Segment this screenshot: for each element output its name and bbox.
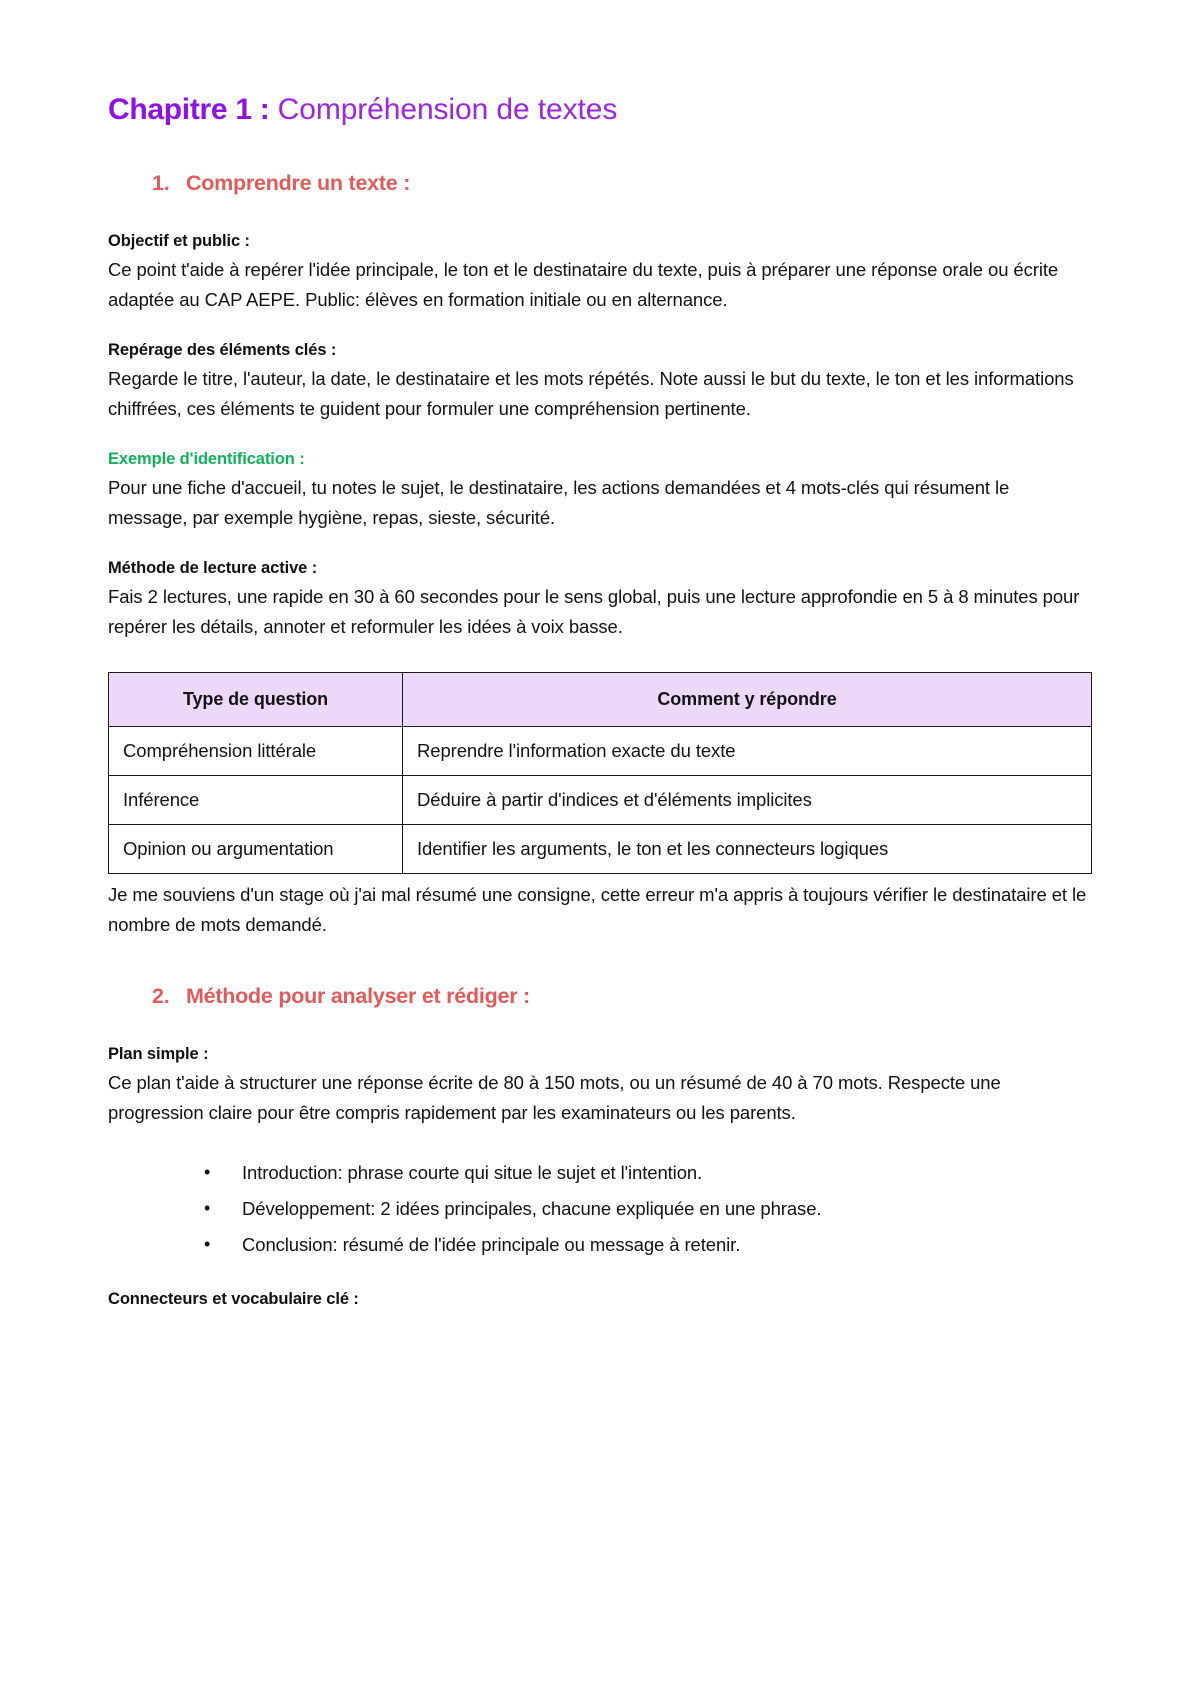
section-spacer [108,940,1092,984]
list-item-label: Conclusion: résumé de l'idée principale ou message à retenir. [242,1233,741,1255]
chapter-title-prefix: Chapitre 1 : [108,93,270,126]
plan-bullet-list [108,1158,1092,1260]
block-title: Objectif et public : [108,232,250,251]
table-row [109,776,1092,825]
table-cell: Reprendre l'information exacte du texte [403,727,1092,776]
block-body: Ce point t'aide à repérer l'idée principale, le ton et le destinataire du texte, puis à préparer une réponse orale ou écrite adaptée au CAP AEPE. Public: élèves en formation initiale ou en alternance. [108,259,1059,311]
block-objectif-et-public [108,232,1092,315]
block-methode-lecture-active [108,559,1092,642]
block-body: Regarde le titre, l'auteur, la date, le destinataire et les mots répétés. Note aussi le but du texte, le ton et les informations chiffrées, ces éléments te guident pour formuler une compréhension pertinente. [108,368,1074,420]
section-heading-1 [152,171,1092,196]
block-title-connecteurs: Connecteurs et vocabulaire clé : [108,1289,359,1308]
list-item [204,1230,1092,1260]
chapter-title-rest: Compréhension de textes [269,93,618,126]
section-1-number: 1. [152,171,170,196]
list-item-label: Introduction: phrase courte qui situe le sujet et l'intention. [242,1162,703,1184]
section-2-number: 2. [152,984,170,1009]
section-1-label: Comprendre un texte : [186,171,411,196]
list-item [204,1158,1092,1188]
bullet-icon: • [204,1162,211,1183]
table-cell: Compréhension littérale [109,727,403,776]
table-cell: Inférence [109,776,403,825]
table-header-cell: Type de question [109,673,403,727]
list-item [204,1194,1092,1224]
section-heading-2 [152,984,1092,1009]
table-header-row [109,673,1092,727]
block-reperage-elements-cles [108,341,1092,424]
table-cell: Opinion ou argumentation [109,825,403,874]
block-title: Repérage des éléments clés : [108,341,337,360]
table-row [109,727,1092,776]
table-row [109,825,1092,874]
bullet-icon: • [204,1197,211,1218]
table-cell: Identifier les arguments, le ton et les connecteurs logiques [403,825,1092,874]
block-body: Pour une fiche d'accueil, tu notes le sujet, le destinataire, les actions demandées et 4 mots-clés qui résument le message, par exemple hygiène, repas, sieste, sécurité. [108,477,1010,529]
block-body: Fais 2 lectures, une rapide en 30 à 60 secondes pour le sens global, puis une lecture approfondie en 5 à 8 minutes pour repérer les détails, annoter et reformuler les idées à voix basse. [108,586,1080,638]
table-cell: Déduire à partir d'indices et d'éléments implicites [403,776,1092,825]
table-header-cell: Comment y répondre [403,673,1092,727]
page-title [108,92,1092,127]
block-title: Plan simple : [108,1045,209,1064]
section-2-label: Méthode pour analyser et rédiger : [186,984,530,1009]
block-exemple-identification [108,450,1092,533]
block-body: Ce plan t'aide à structurer une réponse écrite de 80 à 150 mots, ou un résumé de 40 à 70 mots. Respecte une progression claire pour être compris rapidement par les examinateurs ou les parents. [108,1072,1001,1124]
block-title: Méthode de lecture active : [108,559,318,578]
question-types-table [108,672,1092,874]
bullet-icon: • [204,1233,211,1254]
list-item-label: Développement: 2 idées principales, chacune expliquée en une phrase. [242,1197,822,1219]
block-title-highlighted: Exemple d'identification : [108,450,305,469]
block-plan-simple [108,1045,1092,1128]
anecdote-paragraph: Je me souviens d'un stage où j'ai mal résumé une consigne, cette erreur m'a appris à toujours vérifier le destinataire et le nombre de mots demandé. [108,884,1087,936]
